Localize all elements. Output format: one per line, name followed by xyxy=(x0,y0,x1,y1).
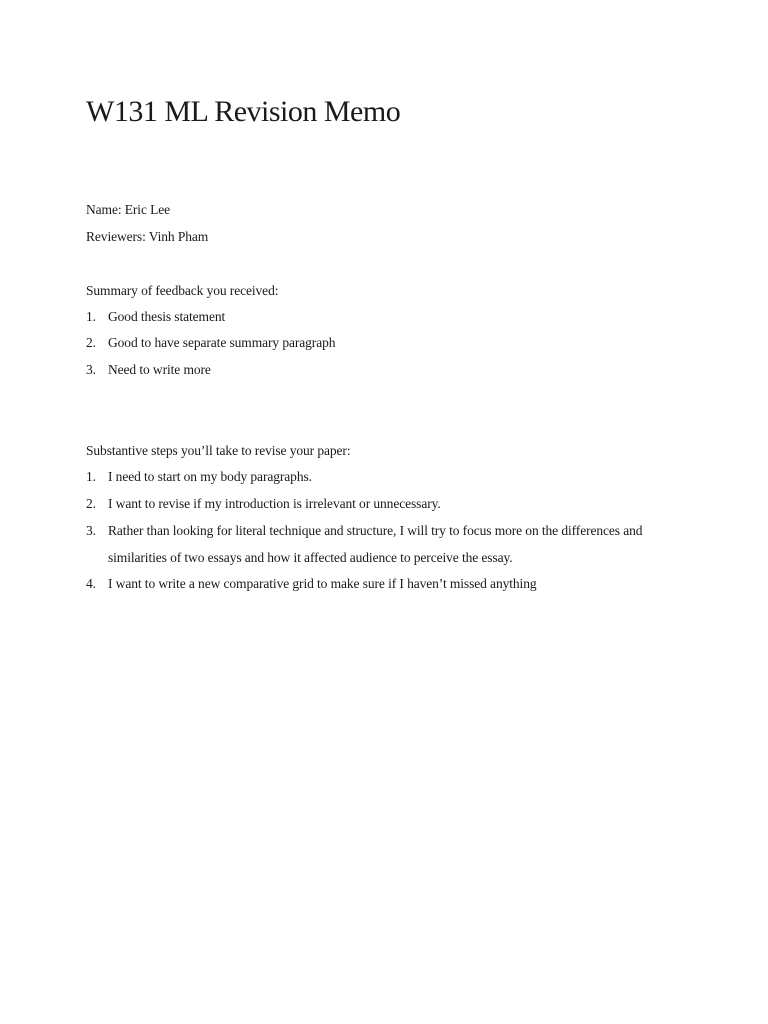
steps-list-item xyxy=(86,464,686,491)
steps-heading: Substantive steps you’ll take to revise your paper: xyxy=(86,443,351,458)
feedback-list-item xyxy=(86,330,686,357)
list-number: 3. xyxy=(86,523,96,538)
list-number: 2. xyxy=(86,335,96,350)
document-title: W131 ML Revision Memo xyxy=(86,95,401,128)
list-item-text: Rather than looking for literal technique and structure, I will try to focus more on the differences and similarities of two essays and how it affected audience to perceive the essay. xyxy=(108,523,643,565)
list-item-text: Need to write more xyxy=(108,362,211,377)
steps-list-item xyxy=(86,571,686,598)
steps-list-item xyxy=(86,491,686,518)
list-number: 4. xyxy=(86,576,96,591)
list-number: 2. xyxy=(86,496,96,511)
list-item-text: I want to write a new comparative grid to make sure if I haven’t missed anything xyxy=(108,576,537,591)
feedback-heading: Summary of feedback you received: xyxy=(86,283,279,298)
list-item-text: I need to start on my body paragraphs. xyxy=(108,469,312,484)
list-item-text: Good thesis statement xyxy=(108,309,226,324)
list-number: 3. xyxy=(86,362,96,377)
list-number: 1. xyxy=(86,469,96,484)
list-item-text: I want to revise if my introduction is irrelevant or unnecessary. xyxy=(108,496,441,511)
feedback-list-item xyxy=(86,304,686,331)
name-line: Name: Eric Lee xyxy=(86,202,171,217)
steps-list-item xyxy=(86,518,666,571)
list-number: 1. xyxy=(86,309,96,324)
reviewers-line: Reviewers: Vinh Pham xyxy=(86,229,209,244)
feedback-list-item xyxy=(86,357,686,384)
list-item-text: Good to have separate summary paragraph xyxy=(108,335,336,350)
